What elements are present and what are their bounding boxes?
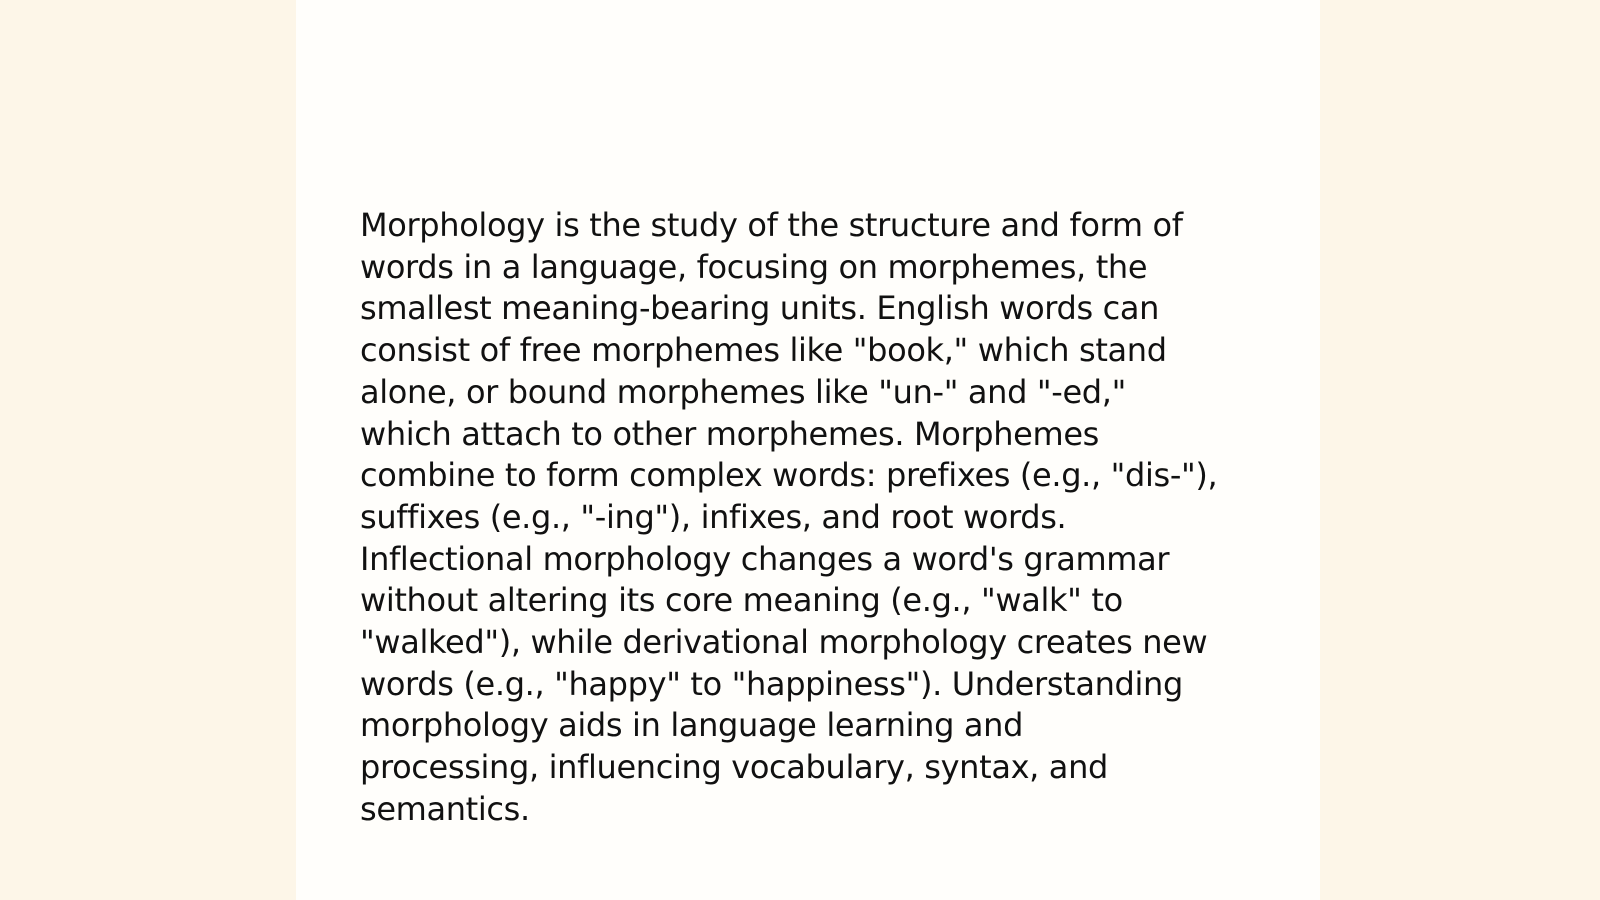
paragraph-line: consist of free morphemes like "book," which stand (360, 331, 1167, 370)
paragraph-line: which attach to other morphemes. Morphemes (360, 414, 1099, 453)
paragraph-line: combine to form complex words: prefixes (e.g., "dis-"), (360, 456, 1218, 495)
paragraph-line: Inflectional morphology changes a word's grammar (360, 539, 1170, 578)
paragraph-line: smallest meaning-bearing units. English words can (360, 289, 1160, 328)
paragraph-line: words (e.g., "happy" to "happiness"). Understanding (360, 664, 1183, 703)
paragraph-line: semantics. (360, 789, 530, 828)
paragraph-line: alone, or bound morphemes like "un-" and "-ed," (360, 372, 1126, 411)
document-page (296, 0, 1320, 900)
paragraph-line: suffixes (e.g., "-ing"), infixes, and root words. (360, 497, 1067, 536)
paragraph-line: processing, influencing vocabulary, syntax, and (360, 748, 1108, 787)
paragraph-line: words in a language, focusing on morphemes, the (360, 247, 1148, 286)
paragraph-morphology (360, 205, 1240, 831)
paragraph-line: morphology aids in language learning and (360, 706, 1024, 745)
paragraph-line: without altering its core meaning (e.g., "walk" to (360, 581, 1123, 620)
paragraph-line: "walked"), while derivational morphology creates new (360, 623, 1208, 662)
paragraph-line: Morphology is the study of the structure and form of (360, 206, 1183, 244)
